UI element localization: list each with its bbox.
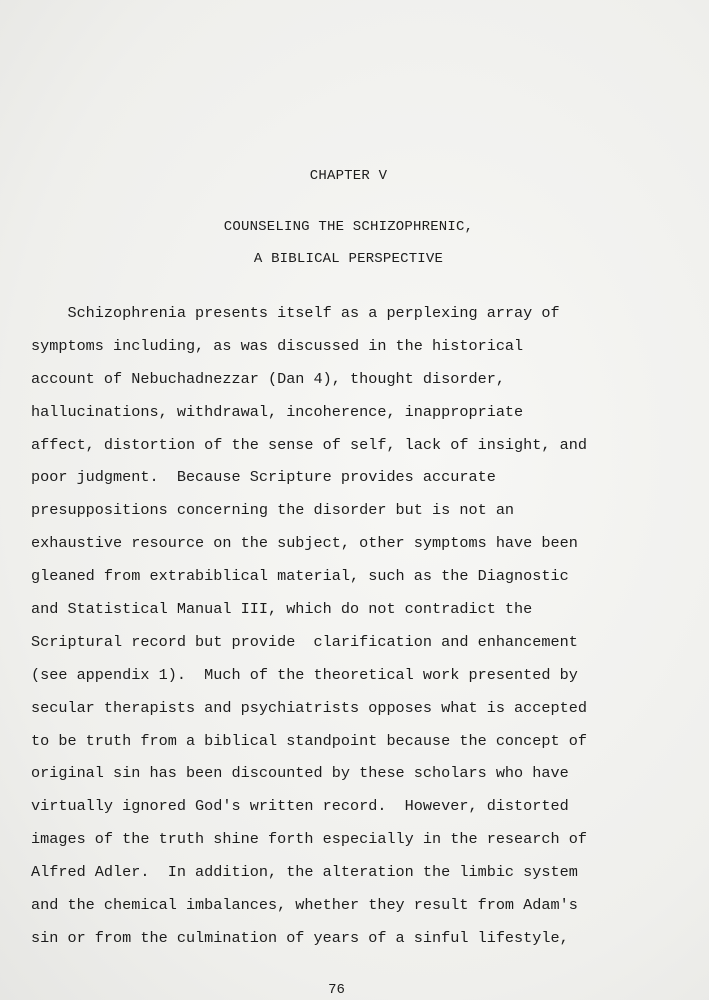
page-number: 76: [328, 982, 345, 998]
body-line: affect, distortion of the sense of self, lack of insight, and: [31, 435, 587, 454]
body-line: account of Nebuchadnezzar (Dan 4), thought disorder,: [31, 369, 505, 388]
body-line: and Statistical Manual III, which do not contradict the: [31, 600, 533, 619]
body-line: exhaustive resource on the subject, other symptoms have been: [31, 534, 578, 553]
body-line: presuppositions concerning the disorder but is not an: [31, 501, 515, 520]
body-line: images of the truth shine forth especially in the research of: [31, 830, 587, 849]
body-line: Scriptural record but provide clarification and enhancement: [31, 632, 578, 651]
body-line: secular therapists and psychiatrists opposes what is accepted: [31, 698, 587, 717]
body-line: original sin has been discounted by these scholars who have: [31, 764, 569, 783]
body-line: gleaned from extrabiblical material, such as the Diagnostic: [31, 567, 569, 586]
body-line: and the chemical imbalances, whether they result from Adam's: [31, 896, 578, 915]
body-line: poor judgment. Because Scripture provides accurate: [31, 468, 496, 487]
chapter-title-line-2: A BIBLICAL PERSPECTIVE: [253, 251, 444, 267]
body-paragraph: [31, 297, 681, 955]
chapter-label: CHAPTER V: [309, 168, 388, 184]
body-line: symptoms including, as was discussed in the historical: [31, 336, 524, 355]
body-line: to be truth from a biblical standpoint because the concept of: [31, 731, 587, 750]
body-line: sin or from the culmination of years of a sinful lifestyle,: [31, 928, 569, 947]
body-line: virtually ignored God's written record. However, distorted: [31, 797, 569, 816]
body-line: Schizophrenia presents itself as a perplexing array of: [31, 304, 560, 322]
body-line: (see appendix 1). Much of the theoretical work presented by: [31, 665, 578, 684]
body-line: hallucinations, withdrawal, incoherence, inappropriate: [31, 402, 524, 421]
chapter-title-line-1: COUNSELING THE SCHIZOPHRENIC,: [223, 219, 474, 235]
body-line: Alfred Adler. In addition, the alteration the limbic system: [31, 863, 578, 882]
